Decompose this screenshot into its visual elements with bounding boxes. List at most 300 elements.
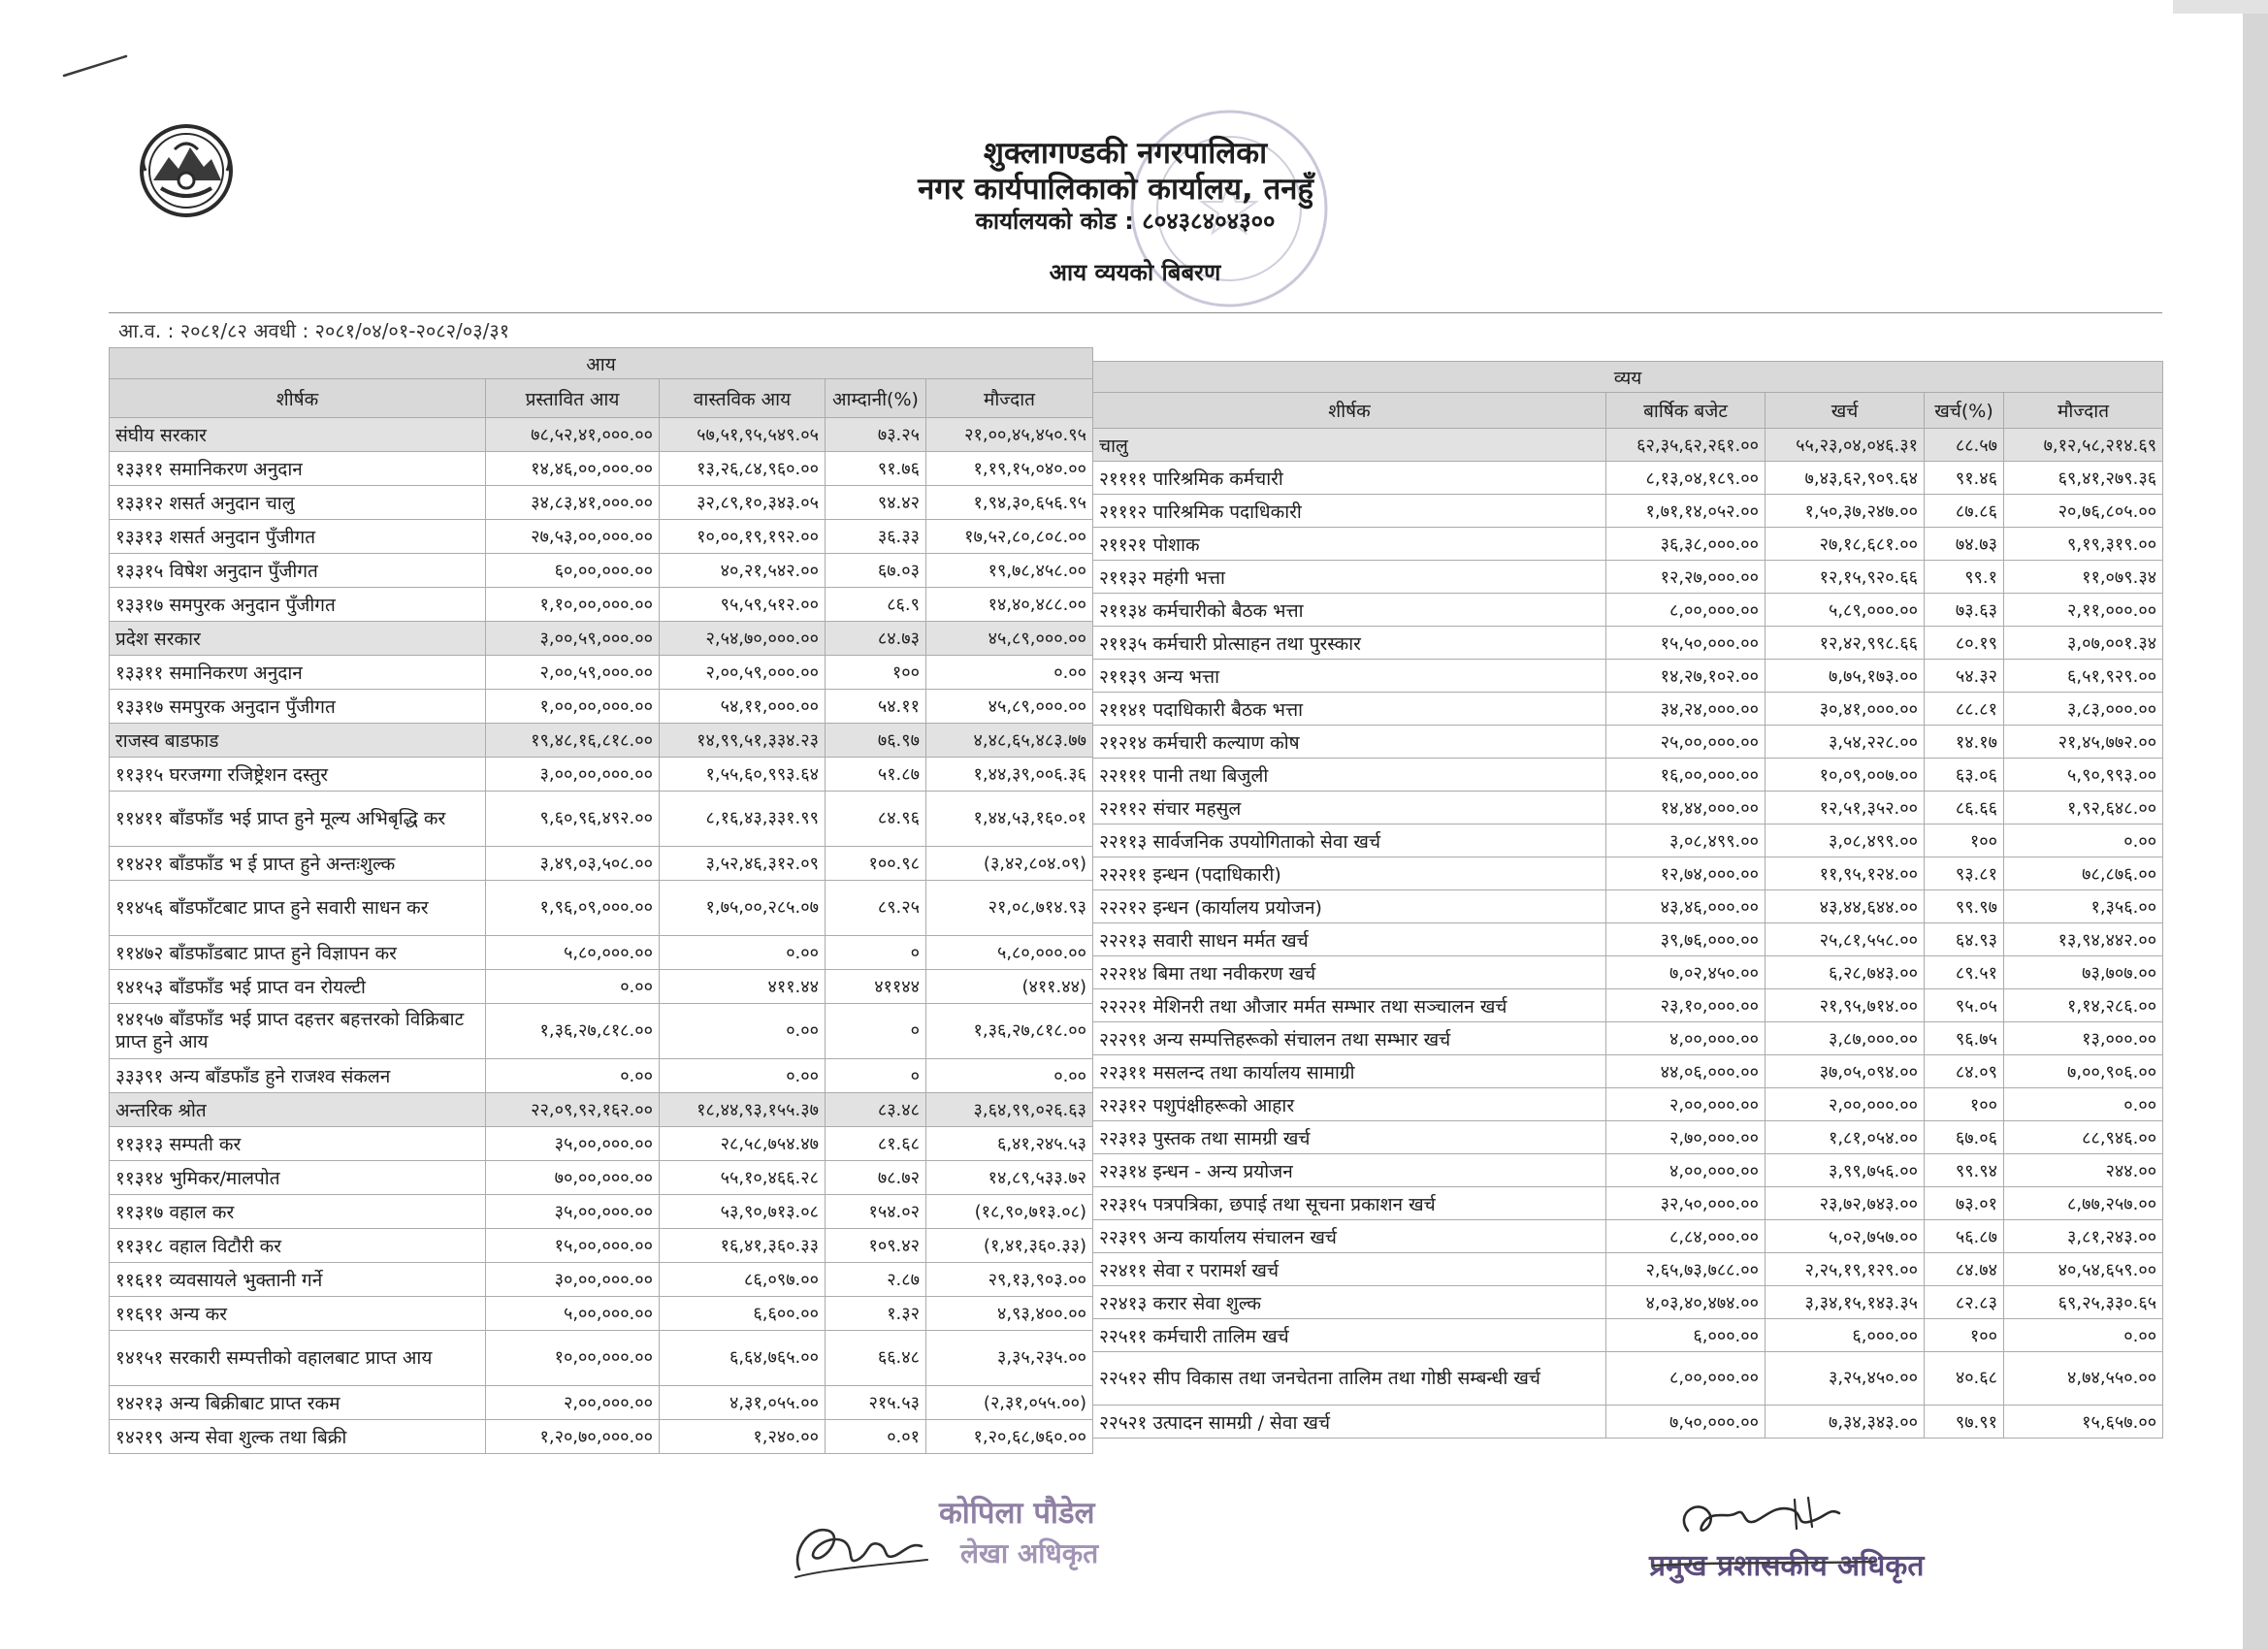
expense-budget-cell: ८,००,०००.०० [1606,1352,1766,1406]
income-actual-cell: २८,५८,७५४.४७ [660,1127,826,1161]
income-row [110,758,1093,792]
income-percent-cell: १०९.४२ [826,1229,926,1263]
income-balance-cell: ४५,८९,०००.०० [926,690,1093,724]
expense-row [1093,792,2163,824]
income-actual-cell: २,५४,७०,०००.०० [660,622,826,656]
income-proposed-cell: १,९६,०९,०००.०० [486,881,660,936]
expense-budget-cell: ३,०८,४९९.०० [1606,824,1766,857]
expense-spent-cell: ५५,२३,०४,०४६.३१ [1766,429,1925,462]
fiscal-period: आ.व. : २०८१/८२ अवधी : २०८१/०४/०१-२०८२/०३/३१ [118,319,510,342]
income-title-cell: १३३११ समानिकरण अनुदान [110,656,486,690]
expense-title-cell: २२३१३ पुस्तक तथा सामग्री खर्च [1093,1121,1606,1154]
income-title-cell: १४१५७ बाँडफाँड भई प्राप्त दहत्तर बहत्तरको विक्रिबाट प्राप्त हुने आय [110,1004,486,1059]
expense-percent-cell: ९९.१ [1925,561,2004,594]
income-balance-cell: १,९४,३०,६५६.९५ [926,486,1093,520]
income-title-cell: १३३११ समानिकरण अनुदान [110,452,486,486]
income-proposed-cell: ३५,००,०००.०० [486,1195,660,1229]
expense-balance-cell: १,३५६.०० [2004,890,2163,923]
income-percent-cell: ९४.४२ [826,486,926,520]
income-balance-cell: (१,४१,३६०.३३) [926,1229,1093,1263]
income-title-cell: १४२१३ अन्य बिक्रीबाट प्राप्त रकम [110,1386,486,1420]
income-proposed-cell: ७०,००,०००.०० [486,1161,660,1195]
income-row [110,847,1093,881]
income-proposed-cell: ७८,५२,४१,०००.०० [486,418,660,452]
expense-balance-cell: ४,७४,५५०.०० [2004,1352,2163,1406]
income-proposed-cell: ३४,८३,४१,०००.०० [486,486,660,520]
income-percent-cell: ६७.०३ [826,554,926,588]
income-row [110,1297,1093,1331]
municipality-name: शुक्लागण्डकी नगरपालिका [983,136,1268,171]
expense-budget-cell: १२,२७,०००.०० [1606,561,1766,594]
income-percent-cell: ८१.६८ [826,1127,926,1161]
income-row [110,1004,1093,1059]
expense-percent-cell: ८०.१९ [1925,627,2004,660]
income-actual-cell: ३२,८९,१०,३४३.०५ [660,486,826,520]
income-balance-cell: १४,८९,५३३.७२ [926,1161,1093,1195]
expense-title-cell: २११३२ महंगी भत्ता [1093,561,1606,594]
expense-balance-cell: १,१४,२८६.०० [2004,989,2163,1022]
expense-spent-cell: ४३,४४,६४४.०० [1766,890,1925,923]
income-row [110,588,1093,622]
income-proposed-cell: ३५,००,०००.०० [486,1127,660,1161]
expense-percent-cell: ८८.५७ [1925,429,2004,462]
expense-percent-cell: ८६.६६ [1925,792,2004,824]
expense-row [1093,528,2163,561]
income-percent-cell: ०.०१ [826,1420,926,1454]
expense-percent-cell: ८८.८१ [1925,693,2004,726]
income-percent-cell: ८९.२५ [826,881,926,936]
income-col-proposed: प्रस्तावित आय [486,379,660,418]
income-actual-cell: ८६,०९७.०० [660,1263,826,1297]
income-row [110,1059,1093,1093]
expense-percent-cell: ८४.७४ [1925,1253,2004,1286]
expense-percent-cell: ८९.५१ [1925,956,2004,989]
expense-row [1093,759,2163,792]
income-proposed-cell: २,००,०००.०० [486,1386,660,1420]
income-col-balance: मौज्दात [926,379,1093,418]
expense-column-header-row [1093,393,2163,429]
income-actual-cell: ०.०० [660,1059,826,1093]
income-table-body [110,418,1093,1454]
income-row [110,452,1093,486]
expense-title-cell: २२३१२ पशुपंक्षीहरूको आहार [1093,1088,1606,1121]
income-proposed-cell: ३,००,५९,०००.०० [486,622,660,656]
income-actual-cell: १३,२६,८४,९६०.०० [660,452,826,486]
income-actual-cell: १,५५,६०,९९३.६४ [660,758,826,792]
expense-balance-cell: १३,९४,४४२.०० [2004,923,2163,956]
expense-balance-cell: २०,७६,८०५.०० [2004,495,2163,528]
expense-table-body [1093,429,2163,1439]
expense-budget-cell: १४,४४,०००.०० [1606,792,1766,824]
expense-spent-cell: १२,१५,९२०.६६ [1766,561,1925,594]
expense-table [1092,361,2163,1439]
expense-title-cell: २२४१३ करार सेवा शुल्क [1093,1286,1606,1319]
expense-balance-cell: ०.०० [2004,824,2163,857]
scan-page-edge-top [2173,0,2268,14]
expense-spent-cell: ५,०२,७५७.०० [1766,1220,1925,1253]
income-balance-cell: १,३६,२७,८१८.०० [926,1004,1093,1059]
expense-budget-cell: ४४,०६,०००.०० [1606,1055,1766,1088]
income-group-row [110,622,1093,656]
expense-percent-cell: ९६.७५ [1925,1022,2004,1055]
expense-row [1093,923,2163,956]
expense-title-cell: २२२२१ मेशिनरी तथा औजार मर्मत सम्भार तथा सञ्चालन खर्च [1093,989,1606,1022]
income-proposed-cell: ५,००,०००.०० [486,1297,660,1331]
income-col-percent: आम्दानी(%) [826,379,926,418]
income-proposed-cell: ६०,००,०००.०० [486,554,660,588]
expense-row [1093,1220,2163,1253]
income-row [110,1229,1093,1263]
income-title-cell: ११४५६ बाँडफाँटबाट प्राप्त हुने सवारी साधन कर [110,881,486,936]
expense-spent-cell: ७,४३,६२,९०९.६४ [1766,462,1925,495]
income-section-label: आय [110,348,1093,379]
income-percent-cell: ० [826,936,926,970]
expense-budget-cell: २,६५,७३,७८८.०० [1606,1253,1766,1286]
income-balance-cell: ०.०० [926,656,1093,690]
income-proposed-cell: २,००,५९,०००.०० [486,656,660,690]
income-actual-cell: ३,५२,४६,३१२.०९ [660,847,826,881]
expense-spent-cell: ३७,०५,०९४.०० [1766,1055,1925,1088]
expense-row [1093,1154,2163,1187]
income-percent-cell: ८४.७३ [826,622,926,656]
expense-spent-cell: ३,८७,०००.०० [1766,1022,1925,1055]
expense-balance-cell: ४०,५४,६५९.०० [2004,1253,2163,1286]
income-actual-cell: ५३,९०,७१३.०८ [660,1195,826,1229]
expense-budget-cell: १५,५०,०००.०० [1606,627,1766,660]
expense-spent-cell: ७,७५,१७३.०० [1766,660,1925,693]
expense-percent-cell: ८२.८३ [1925,1286,2004,1319]
expense-title-cell: २११३५ कर्मचारी प्रोत्साहन तथा पुरस्कार [1093,627,1606,660]
income-column-header-row [110,379,1093,418]
income-row [110,881,1093,936]
income-title-cell: ११३१८ वहाल विटौरी कर [110,1229,486,1263]
expense-budget-cell: ३४,२४,०००.०० [1606,693,1766,726]
income-actual-cell: ५७,५१,९५,५४९.०५ [660,418,826,452]
expense-budget-cell: ८,००,०००.०० [1606,594,1766,627]
expense-budget-cell: १,७१,१४,०५२.०० [1606,495,1766,528]
expense-spent-cell: २५,८१,५५८.०० [1766,923,1925,956]
expense-budget-cell: २,००,०००.०० [1606,1088,1766,1121]
expense-row [1093,1352,2163,1406]
expense-row [1093,660,2163,693]
expense-spent-cell: ३०,४१,०००.०० [1766,693,1925,726]
expense-spent-cell: १०,०९,००७.०० [1766,759,1925,792]
expense-budget-cell: २,७०,०००.०० [1606,1121,1766,1154]
income-row [110,690,1093,724]
income-proposed-cell: १४,४६,००,०००.०० [486,452,660,486]
income-row [110,936,1093,970]
expense-title-cell: २२४११ सेवा र परामर्श खर्च [1093,1253,1606,1286]
income-proposed-cell: १,३६,२७,८१८.०० [486,1004,660,1059]
income-balance-cell: १४,४०,४८८.०० [926,588,1093,622]
expense-percent-cell: ५४.३२ [1925,660,2004,693]
expense-budget-cell: ४,००,०००.०० [1606,1022,1766,1055]
income-actual-cell: ९५,५९,५१२.०० [660,588,826,622]
income-proposed-cell: २७,५३,००,०००.०० [486,520,660,554]
income-row [110,486,1093,520]
income-title-cell: १४२१९ अन्य सेवा शुल्क तथा बिक्री [110,1420,486,1454]
expense-row [1093,1022,2163,1055]
expense-budget-cell: १४,२७,१०२.०० [1606,660,1766,693]
expense-row [1093,561,2163,594]
expense-row [1093,1055,2163,1088]
expense-balance-cell: २,११,०००.०० [2004,594,2163,627]
expense-balance-cell: ३,८३,०००.०० [2004,693,2163,726]
expense-balance-cell: ८८,९४६.०० [2004,1121,2163,1154]
expense-row [1093,890,2163,923]
expense-col-budget: बार्षिक बजेट [1606,393,1766,429]
accounts-officer-signature [786,1502,937,1589]
expense-percent-cell: ४०.६८ [1925,1352,2004,1406]
expense-spent-cell: १,८१,०५४.०० [1766,1121,1925,1154]
income-percent-cell: ८६.९ [826,588,926,622]
income-balance-cell: (४११.४४) [926,970,1093,1004]
expense-percent-cell: ६३.०६ [1925,759,2004,792]
income-proposed-cell: ०.०० [486,1059,660,1093]
expense-budget-cell: ७,५०,०००.०० [1606,1406,1766,1439]
income-balance-cell: २१,०८,७१४.९३ [926,881,1093,936]
expense-row [1093,989,2163,1022]
income-title-cell: संघीय सरकार [110,418,486,452]
expense-balance-cell: १,९२,६४८.०० [2004,792,2163,824]
income-proposed-cell: १,२०,७०,०००.०० [486,1420,660,1454]
income-balance-cell: १९,७८,४५८.०० [926,554,1093,588]
income-balance-cell: ४,९३,४००.०० [926,1297,1093,1331]
expense-percent-cell: ६४.९३ [1925,923,2004,956]
expense-budget-cell: ३२,५०,०००.०० [1606,1187,1766,1220]
income-actual-cell: ०.०० [660,1004,826,1059]
expense-spent-cell: ३,०८,४९९.०० [1766,824,1925,857]
expense-percent-cell: ९९.९७ [1925,890,2004,923]
expense-spent-cell: १२,४२,९९८.६६ [1766,627,1925,660]
expense-budget-cell: ८,१३,०४,१८९.०० [1606,462,1766,495]
expense-title-cell: २१११२ पारिश्रमिक पदाधिकारी [1093,495,1606,528]
income-group-row [110,418,1093,452]
income-title-cell: १४१५३ बाँडफाँड भई प्राप्त वन रोयल्टी [110,970,486,1004]
income-title-cell: ११४२१ बाँडफाँड भ ई प्राप्त हुने अन्तःशुल्क [110,847,486,881]
expense-spent-cell: ११,९५,१२४.०० [1766,857,1925,890]
income-balance-cell: १,४४,३९,००६.३६ [926,758,1093,792]
income-row [110,792,1093,847]
expense-spent-cell: १२,५१,३५२.०० [1766,792,1925,824]
income-row [110,1127,1093,1161]
expense-title-cell: २११३९ अन्य भत्ता [1093,660,1606,693]
expense-balance-cell: ६९,४१,२७९.३६ [2004,462,2163,495]
expense-balance-cell: १५,६५७.०० [2004,1406,2163,1439]
income-balance-cell: ६,४१,२४५.५३ [926,1127,1093,1161]
income-percent-cell: १००.९८ [826,847,926,881]
statement-title: आय व्ययको बिबरण [1049,259,1221,286]
expense-row [1093,824,2163,857]
expense-row [1093,594,2163,627]
income-table [109,347,1093,1454]
income-actual-cell: १,७५,००,२८५.०७ [660,881,826,936]
expense-title-cell: २२२१४ बिमा तथा नवीकरण खर्च [1093,956,1606,989]
income-percent-cell: ७८.७२ [826,1161,926,1195]
expense-title-cell: २२५२१ उत्पादन सामग्री / सेवा खर्च [1093,1406,1606,1439]
income-percent-cell: ६६.४८ [826,1331,926,1386]
expense-spent-cell: ७,३४,३४३.०० [1766,1406,1925,1439]
expense-budget-cell: १६,००,०००.०० [1606,759,1766,792]
income-actual-cell: ५५,१०,४६६.२८ [660,1161,826,1195]
income-proposed-cell: ३,००,००,०००.०० [486,758,660,792]
expense-percent-cell: ७४.७३ [1925,528,2004,561]
expense-spent-cell: २३,७२,७४३.०० [1766,1187,1925,1220]
expense-spent-cell: ५,८९,०००.०० [1766,594,1925,627]
expense-section-header-row [1093,362,2163,393]
income-balance-cell: ४५,८९,०००.०० [926,622,1093,656]
expense-title-cell: २२५१२ सीप विकास तथा जनचेतना तालिम तथा गोष्ठी सम्बन्धी खर्च [1093,1352,1606,1406]
income-percent-cell: २.८७ [826,1263,926,1297]
income-col-actual: वास्तविक आय [660,379,826,418]
pen-stroke-mark [58,48,136,83]
income-row [110,656,1093,690]
income-actual-cell: ४,३१,०५५.०० [660,1386,826,1420]
expense-spent-cell: ३,५४,२२८.०० [1766,726,1925,759]
income-title-cell: १३३१७ समपुरक अनुदान पुँजीगत [110,588,486,622]
expense-budget-cell: ६,०००.०० [1606,1319,1766,1352]
expense-title-cell: २११४१ पदाधिकारी बैठक भत्ता [1093,693,1606,726]
income-percent-cell: ७६.९७ [826,724,926,758]
expense-row [1093,1088,2163,1121]
expense-balance-cell: ०.०० [2004,1088,2163,1121]
expense-col-title: शीर्षक [1093,393,1606,429]
income-balance-cell: ३,३५,२३५.०० [926,1331,1093,1386]
income-actual-cell: १६,४१,३६०.३३ [660,1229,826,1263]
income-proposed-cell: ०.०० [486,970,660,1004]
expense-row [1093,956,2163,989]
expense-balance-cell: ३,०७,००१.३४ [2004,627,2163,660]
expense-row [1093,1121,2163,1154]
accounts-officer-title-stamp: लेखा अधिकृत [960,1537,1099,1569]
expense-percent-cell: ९३.८१ [1925,857,2004,890]
expense-row [1093,726,2163,759]
expense-balance-cell: ९,१९,३१९.०० [2004,528,2163,561]
income-title-cell: १४१५१ सरकारी सम्पत्तीको वहालबाट प्राप्त आय [110,1331,486,1386]
income-percent-cell: १५४.०२ [826,1195,926,1229]
income-actual-cell: ६,६००.०० [660,1297,826,1331]
expense-title-cell: २१२१४ कर्मचारी कल्याण कोष [1093,726,1606,759]
expense-spent-cell: २७,१८,६८१.०० [1766,528,1925,561]
income-row [110,1161,1093,1195]
income-title-cell: ११६११ व्यवसायले भुक्तानी गर्ने [110,1263,486,1297]
income-balance-cell: (१८,९०,७१३.०८) [926,1195,1093,1229]
income-actual-cell: २,००,५९,०००.०० [660,656,826,690]
income-proposed-cell: १०,००,०००.०० [486,1331,660,1386]
income-row [110,520,1093,554]
expense-percent-cell: ६७.०६ [1925,1121,2004,1154]
expense-title-cell: २२३११ मसलन्द तथा कार्यालय सामाग्री [1093,1055,1606,1088]
income-title-cell: ११३१३ सम्पती कर [110,1127,486,1161]
expense-spent-cell: २१,९५,७१४.०० [1766,989,1925,1022]
expense-title-cell: २२५११ कर्मचारी तालिम खर्च [1093,1319,1606,1352]
expense-budget-cell: ३६,३८,०००.०० [1606,528,1766,561]
expense-balance-cell: ५,९०,९९३.०० [2004,759,2163,792]
expense-balance-cell: ८,७७,२५७.०० [2004,1187,2163,1220]
income-proposed-cell: १५,००,०००.०० [486,1229,660,1263]
income-row [110,970,1093,1004]
expense-balance-cell: ०.०० [2004,1319,2163,1352]
expense-row [1093,627,2163,660]
cao-title: प्रमुख प्रशासकीय अधिकृत [1649,1549,1925,1583]
expense-group-row [1093,429,2163,462]
expense-balance-cell: ७,१२,५८,२१४.६९ [2004,429,2163,462]
expense-percent-cell: ९९.९४ [1925,1154,2004,1187]
expense-percent-cell: ५६.८७ [1925,1220,2004,1253]
income-balance-cell: ५,८०,०००.०० [926,936,1093,970]
expense-row [1093,1406,2163,1439]
expense-title-cell: २२२९१ अन्य सम्पत्तिहरूको संचालन तथा सम्भार खर्च [1093,1022,1606,1055]
expense-title-cell: २२१११ पानी तथा बिजुली [1093,759,1606,792]
expense-budget-cell: ४३,४६,०००.०० [1606,890,1766,923]
expense-percent-cell: ८७.८६ [1925,495,2004,528]
expense-percent-cell: १०० [1925,1088,2004,1121]
office-code: कार्यालयको कोड : ८०४३८४०४३०० [975,208,1276,235]
income-percent-cell: ९१.७६ [826,452,926,486]
income-actual-cell: ५४,११,०००.०० [660,690,826,724]
income-percent-cell: ८३.४८ [826,1093,926,1127]
expense-balance-cell: ७,००,९०६.०० [2004,1055,2163,1088]
expense-balance-cell: २१,४५,७७२.०० [2004,726,2163,759]
expense-title-cell: २२११२ संचार महसुल [1093,792,1606,824]
expense-title-cell: चालु [1093,429,1606,462]
income-proposed-cell: ३०,००,०००.०० [486,1263,660,1297]
income-proposed-cell: १,००,००,०००.०० [486,690,660,724]
income-actual-cell: १,२४०.०० [660,1420,826,1454]
income-row [110,1386,1093,1420]
expense-percent-cell: ७३.०१ [1925,1187,2004,1220]
income-actual-cell: ४०,२१,५४२.०० [660,554,826,588]
expense-balance-cell: ११,०७९.३४ [2004,561,2163,594]
income-percent-cell: ७३.२५ [826,418,926,452]
income-title-cell: प्रदेश सरकार [110,622,486,656]
expense-budget-cell: २५,००,०००.०० [1606,726,1766,759]
income-actual-cell: ०.०० [660,936,826,970]
income-col-title: शीर्षक [110,379,486,418]
expense-spent-cell: २,२५,१९,१२९.०० [1766,1253,1925,1286]
expense-balance-cell: ७३,७०७.०० [2004,956,2163,989]
expense-budget-cell: ७,०२,४५०.०० [1606,956,1766,989]
expense-percent-cell: ७३.६३ [1925,594,2004,627]
expense-row [1093,1187,2163,1220]
income-balance-cell: २१,००,४५,४५०.९५ [926,418,1093,452]
expense-title-cell: २११३४ कर्मचारीको बैठक भत्ता [1093,594,1606,627]
expense-balance-cell: २४४.०० [2004,1154,2163,1187]
expense-spent-cell: ६,२८,७४३.०० [1766,956,1925,989]
expense-section-label: व्यय [1093,362,2163,393]
income-proposed-cell: ३,४९,०३,५०८.०० [486,847,660,881]
income-proposed-cell: ९,६०,९६,४९२.०० [486,792,660,847]
income-actual-cell: ४११.४४ [660,970,826,1004]
expense-title-cell: २११२१ पोशाक [1093,528,1606,561]
expense-col-balance: मौज्दात [2004,393,2163,429]
expense-row [1093,1253,2163,1286]
expense-title-cell: २११११ पारिश्रमिक कर्मचारी [1093,462,1606,495]
income-group-row [110,724,1093,758]
expense-percent-cell: १०० [1925,824,2004,857]
income-balance-cell: १,४४,५३,१६०.०१ [926,792,1093,847]
income-actual-cell: १४,९९,५१,३३४.२३ [660,724,826,758]
income-percent-cell: ८४.९६ [826,792,926,847]
income-title-cell: ११३१४ भुमिकर/मालपोत [110,1161,486,1195]
expense-budget-cell: ८,८४,०००.०० [1606,1220,1766,1253]
income-proposed-cell: १९,४८,१६,८१८.०० [486,724,660,758]
accounts-officer-name-stamp: कोपिला पौडेल [939,1496,1095,1531]
expense-percent-cell: ९५.०५ [1925,989,2004,1022]
income-title-cell: ११६९१ अन्य कर [110,1297,486,1331]
expense-spent-cell: १,५०,३७,२४७.०० [1766,495,1925,528]
expense-row [1093,1319,2163,1352]
